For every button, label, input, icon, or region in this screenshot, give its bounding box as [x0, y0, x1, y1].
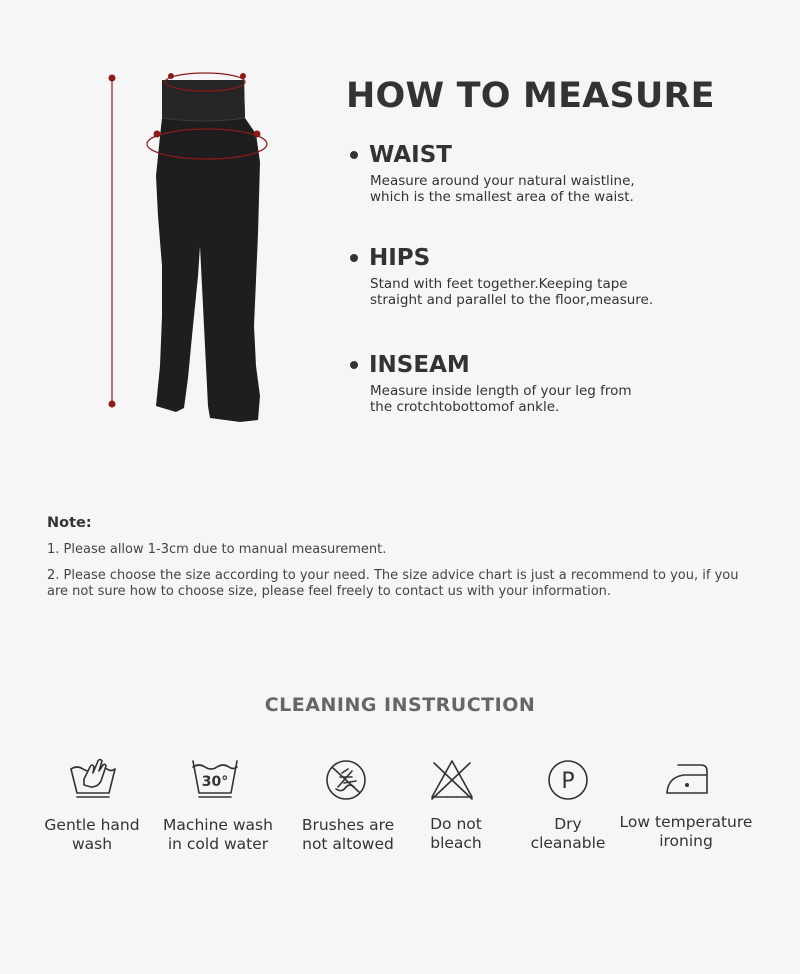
low-iron-icon: [662, 757, 712, 803]
note-line: are not sure how to choose size, please feel freely to contact us with your information.: [47, 584, 612, 599]
measure-item-text: the crotchtobottomof ankle.: [370, 399, 560, 415]
bullet-icon: [350, 151, 358, 159]
measure-item-waist: [350, 140, 770, 205]
measure-item-title: WAIST: [369, 142, 452, 168]
measure-item-text: Measure around your natural waistline,: [370, 173, 635, 189]
dry-clean-icon: [544, 757, 594, 803]
note-title: Note:: [47, 515, 92, 531]
pants-measure-illustration: [100, 66, 280, 426]
note-line: 1. Please allow 1-3cm due to manual measurement.: [47, 542, 387, 557]
machine-wash-30-icon: [190, 757, 240, 803]
care-label-dry-clean: Dry cleanable: [530, 815, 606, 852]
care-label-machine-wash: Machine wash in cold water: [163, 816, 273, 853]
care-label-low-iron: Low temperature ironing: [619, 813, 753, 850]
measure-item-hips: [350, 243, 770, 308]
cleaning-title: CLEANING INSTRUCTION: [264, 694, 536, 716]
measure-item-title: HIPS: [369, 245, 431, 271]
no-brush-icon: [322, 757, 372, 803]
measure-item-text: which is the smallest area of the waist.: [370, 189, 634, 205]
bullet-icon: [350, 254, 358, 262]
how-to-measure-title: HOW TO MEASURE: [346, 76, 715, 116]
measure-item-text: Measure inside length of your leg from: [370, 383, 632, 399]
care-label-hand-wash: Gentle hand wash: [44, 816, 140, 853]
care-label-no-bleach: Do not bleach: [430, 815, 482, 852]
no-bleach-icon: [428, 757, 478, 803]
bullet-icon: [350, 361, 358, 369]
note-line: 2. Please choose the size according to your need. The size advice chart is just a recommend to you, if you: [47, 568, 739, 583]
wash-temperature-badge: 30°: [201, 774, 229, 790]
care-label-no-brush: Brushes are not altowed: [301, 816, 395, 853]
measure-item-text: Stand with feet together.Keeping tape: [370, 276, 628, 292]
measure-item-inseam: [350, 350, 770, 415]
dry-clean-badge: P: [561, 769, 575, 794]
measure-item-title: INSEAM: [369, 352, 470, 378]
hand-wash-icon: [68, 757, 118, 803]
measure-item-text: straight and parallel to the floor,measure.: [370, 292, 654, 308]
